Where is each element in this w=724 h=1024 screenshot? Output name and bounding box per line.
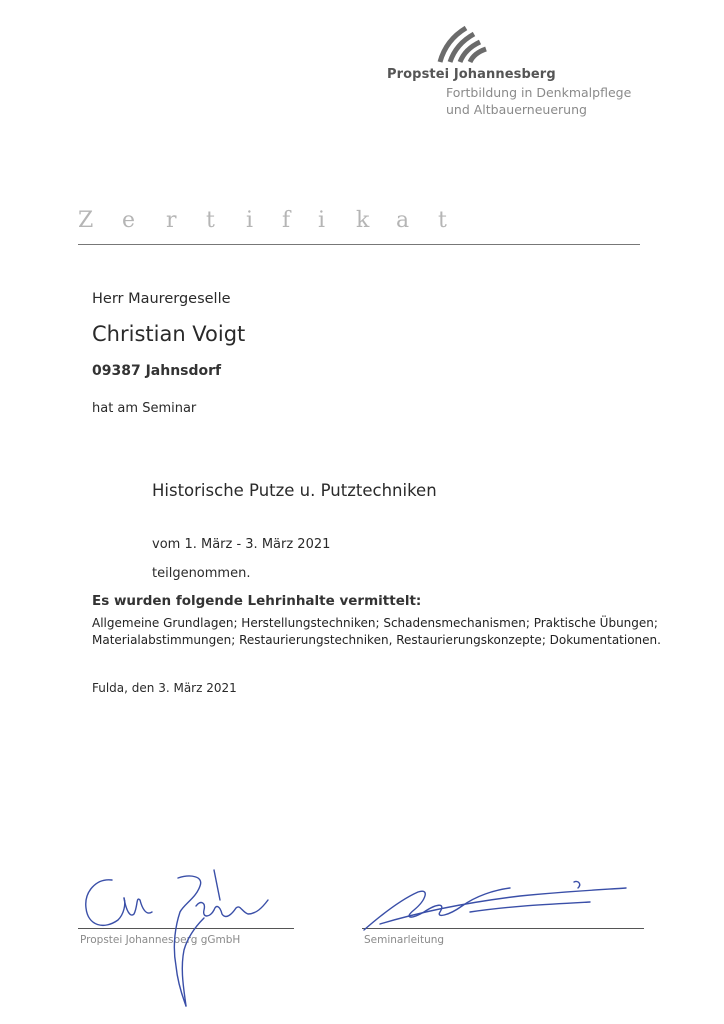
org-subtitle-line2: und Altbauerneuerung <box>446 102 587 117</box>
org-name: Propstei Johannesberg <box>387 67 556 82</box>
title-letter: i <box>246 208 254 233</box>
signature-label-left: Propstei Johannesberg gGmbH <box>80 934 241 946</box>
signature-line-right <box>362 928 644 929</box>
title-letter: i <box>318 208 326 233</box>
org-subtitle-line1: Fortbildung in Denkmalpflege <box>446 85 632 100</box>
title-letter: k <box>356 208 370 233</box>
place-date: Fulda, den 3. März 2021 <box>92 681 237 695</box>
title-letter: f <box>282 208 291 233</box>
contents-list <box>92 615 692 649</box>
title-letter: Z <box>78 208 94 233</box>
seminar-name: Historische Putze u. Putztechniken <box>152 481 437 500</box>
recipient-salutation: Herr Maurergeselle <box>92 291 231 307</box>
contents-heading: Es wurden folgende Lehrinhalte vermittelt: <box>92 593 422 609</box>
signature-right-stroke <box>470 902 590 912</box>
signature-right-stroke <box>380 888 626 924</box>
signature-label-right: Seminarleitung <box>364 934 445 946</box>
signature-right-stroke <box>364 888 510 930</box>
recipient-city: 09387 Jahnsdorf <box>92 363 222 379</box>
contents-line: Materialabstimmungen; Restaurierungstechniken, Restaurierungskonzepte; Dokumentationen. <box>92 633 661 647</box>
title-letter: r <box>166 208 177 233</box>
title-letter: e <box>122 208 136 233</box>
seminar-intro: hat am Seminar <box>92 401 197 416</box>
propstei-waves-logo-icon <box>436 22 492 64</box>
title-letter: t <box>438 208 447 233</box>
signature-right-stroke <box>574 881 580 888</box>
signature-left-stroke <box>182 918 204 1006</box>
seminar-outro: teilgenommen. <box>152 566 251 581</box>
signature-left-stroke <box>214 870 220 900</box>
title-letter: a <box>396 208 410 233</box>
signature-line-left <box>78 928 294 929</box>
title-divider <box>78 244 640 245</box>
seminar-dates: vom 1. März - 3. März 2021 <box>152 537 331 552</box>
signature-left-stroke <box>196 900 268 916</box>
contents-line: Allgemeine Grundlagen; Herstellungstechniken; Schadensmechanismen; Praktische Übungen; <box>92 616 658 630</box>
title-letter: t <box>206 208 215 233</box>
signature-left-stroke <box>124 898 152 915</box>
recipient-name: Christian Voigt <box>92 322 246 346</box>
signature-left-stroke <box>86 880 125 926</box>
